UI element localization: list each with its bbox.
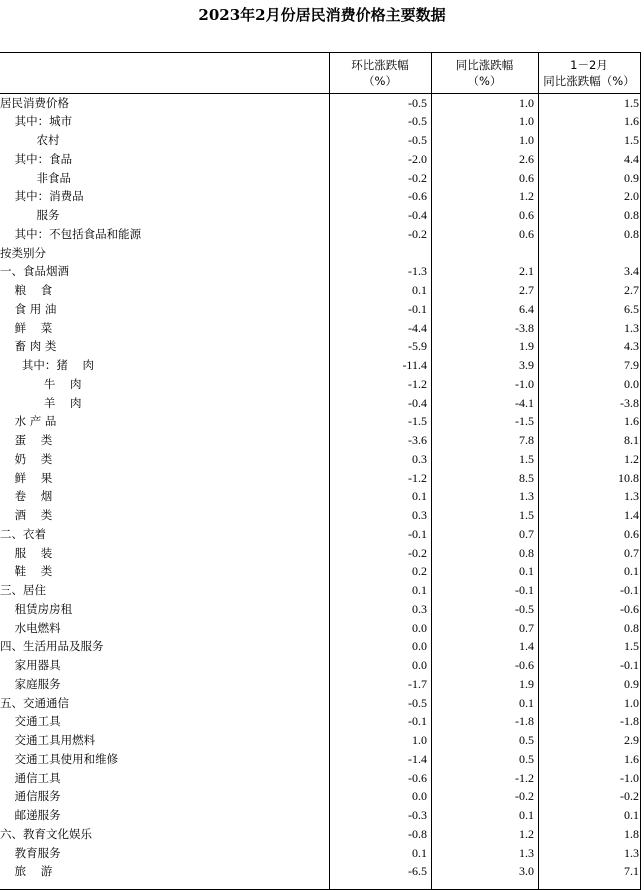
row-value-yoy: 1.5 (519, 451, 534, 466)
row-value-yoy: -3.8 (515, 320, 534, 335)
row-value-mom: 0.3 (412, 601, 427, 616)
row-value-yoy: 1.0 (519, 133, 534, 147)
row-value-yoy: 1.0 (519, 95, 534, 110)
row-value-yoy: 0.1 (519, 564, 534, 579)
row-value-mom: -0.5 (408, 695, 427, 710)
row-value-yoy: 1.3 (519, 489, 534, 504)
row-value-mom: 1.0 (412, 733, 427, 747)
row-value-mom: -0.5 (408, 114, 427, 129)
row-value-ytd: 1.6 (624, 114, 639, 129)
table-row (0, 637, 641, 656)
row-label: 服 装 (0, 545, 53, 560)
table-row (0, 300, 641, 319)
row-value-ytd: 0.7 (624, 545, 639, 560)
row-value-mom: 0.0 (412, 620, 427, 635)
row-value-mom: -0.5 (408, 133, 427, 147)
row-value-ytd: 0.9 (624, 170, 639, 185)
row-value-mom: -3.6 (408, 433, 427, 447)
row-value-yoy: -0.1 (515, 583, 534, 597)
row-value-yoy: 0.6 (519, 208, 534, 222)
row-value-yoy: 0.5 (519, 733, 534, 747)
table-row (0, 187, 641, 206)
row-value-ytd: 0.8 (624, 226, 639, 241)
row-value-yoy: 0.5 (519, 751, 534, 766)
table-row (0, 112, 641, 131)
row-value-mom: -1.2 (408, 376, 427, 391)
row-value-mom: 0.3 (412, 508, 427, 522)
row-value-yoy: 1.9 (519, 676, 534, 691)
table-row (0, 525, 641, 544)
row-value-ytd: 1.6 (624, 414, 639, 429)
row-value-ytd: 2.9 (624, 733, 639, 747)
row-value-yoy: 0.6 (519, 226, 534, 241)
table-row (0, 150, 641, 169)
row-value-mom: -0.3 (408, 808, 427, 822)
row-value-ytd: -0.2 (620, 789, 639, 804)
table-row (0, 319, 641, 338)
row-value-mom: -0.1 (408, 714, 427, 729)
row-label: 非食品 (0, 170, 72, 185)
row-value-ytd: 1.3 (624, 489, 639, 504)
header-yoy-line2: （%） (467, 74, 502, 88)
row-value-mom: -0.4 (408, 208, 427, 222)
row-value-ytd: 1.0 (624, 695, 639, 710)
row-value-ytd: 7.1 (624, 864, 639, 879)
page-title: 2023年2月份居民消费价格主要数据 (198, 6, 446, 24)
cpi-data-table (0, 52, 641, 890)
table-row (0, 806, 641, 825)
row-value-mom: -2.0 (408, 151, 427, 166)
row-label: 水 产 品 (0, 414, 57, 429)
row-value-yoy: -1.8 (515, 714, 534, 729)
table-row (0, 394, 641, 413)
row-value-ytd: 0.1 (624, 808, 639, 822)
table-row (0, 131, 641, 150)
row-label: 交通工具 (0, 714, 61, 729)
row-value-yoy: 0.7 (519, 620, 534, 635)
table-row (0, 356, 641, 375)
row-value-yoy: 1.3 (519, 845, 534, 860)
row-value-ytd: 0.8 (624, 208, 639, 222)
table-row (0, 469, 641, 488)
row-label: 交通工具用燃料 (0, 733, 96, 747)
row-label: 教育服务 (0, 845, 61, 860)
row-label: 鞋 类 (0, 564, 53, 579)
row-label: 六、教育文化娱乐 (0, 826, 92, 841)
table-row (0, 562, 641, 581)
row-value-mom: -0.2 (408, 170, 427, 185)
table-row (0, 450, 641, 469)
row-value-ytd: 1.8 (624, 826, 639, 841)
row-label: 家用器具 (0, 658, 61, 672)
row-label: 邮递服务 (0, 808, 61, 822)
row-value-ytd: -1.8 (620, 714, 639, 729)
row-value-yoy: 8.5 (519, 470, 534, 485)
row-value-ytd: -0.6 (620, 601, 639, 616)
row-value-mom: -6.5 (408, 864, 427, 879)
row-value-yoy: -1.5 (515, 414, 534, 429)
row-value-ytd: 1.5 (624, 95, 639, 110)
row-label: 服务 (0, 208, 60, 222)
row-label: 通信工具 (0, 770, 61, 785)
row-value-mom: -0.1 (408, 526, 427, 541)
row-label: 居民消费价格 (0, 95, 69, 110)
row-value-yoy: 1.4 (519, 639, 534, 654)
table-row (0, 206, 641, 225)
table-row (0, 787, 641, 806)
row-value-mom: -0.5 (408, 95, 427, 110)
table-row (0, 862, 641, 881)
header-ytd (538, 57, 640, 89)
header-ytd-line1: 1－2月 (570, 58, 608, 72)
row-value-mom: -0.6 (408, 770, 427, 785)
row-label: 其中：猪 肉 (0, 358, 95, 372)
row-value-mom: -0.2 (408, 226, 427, 241)
table-row (0, 581, 641, 600)
row-value-yoy: -1.2 (515, 770, 534, 785)
header-mom-line2: （%） (363, 74, 397, 88)
row-label: 奶 类 (0, 451, 53, 466)
row-value-ytd: 7.9 (624, 358, 639, 372)
row-label: 其中：食品 (0, 151, 73, 166)
row-value-mom: 0.3 (412, 451, 427, 466)
row-value-mom: -0.1 (408, 301, 427, 316)
row-label: 其中：城市 (0, 114, 73, 129)
row-label: 家庭服务 (0, 676, 61, 691)
row-value-mom: -1.7 (408, 676, 427, 691)
row-value-yoy: 0.6 (519, 170, 534, 185)
row-value-mom: -0.4 (408, 395, 427, 410)
row-label: 其中：不包括食品和能源 (0, 226, 142, 241)
row-value-ytd: 1.3 (624, 320, 639, 335)
row-value-mom: 0.1 (412, 583, 427, 597)
table-row (0, 825, 641, 844)
row-label: 通信服务 (0, 789, 61, 804)
header-ytd-line2: 同比涨跌幅（%） (543, 74, 635, 88)
row-value-ytd: 4.4 (624, 151, 639, 166)
row-label: 四、生活用品及服务 (0, 639, 104, 654)
table-row (0, 375, 641, 394)
table-row (0, 281, 641, 300)
row-value-mom: -1.2 (408, 470, 427, 485)
header-yoy-line1: 同比涨跌幅 (455, 58, 514, 72)
table-row (0, 262, 641, 281)
row-value-ytd: -0.1 (620, 583, 639, 597)
row-label: 农村 (0, 133, 60, 147)
row-value-yoy: -4.1 (515, 395, 534, 410)
row-value-yoy: 0.7 (519, 526, 534, 541)
row-value-ytd: 1.5 (624, 639, 639, 654)
row-value-mom: -11.4 (402, 358, 427, 372)
row-value-yoy: 1.5 (519, 508, 534, 522)
row-value-mom: -0.8 (408, 826, 427, 841)
row-label: 蛋 类 (0, 433, 53, 447)
row-value-ytd: 0.9 (624, 676, 639, 691)
row-label: 五、交通通信 (0, 695, 69, 710)
table-row (0, 769, 641, 788)
row-value-ytd: 2.0 (624, 189, 639, 204)
row-label: 卷 烟 (0, 489, 53, 504)
row-label: 租赁房房租 (0, 601, 73, 616)
row-value-yoy: -1.0 (515, 376, 534, 391)
table-row (0, 600, 641, 619)
row-value-ytd: -0.1 (620, 658, 639, 672)
row-value-yoy: 1.0 (519, 114, 534, 129)
row-value-ytd: 0.8 (624, 620, 639, 635)
row-label: 羊 肉 (0, 395, 82, 410)
row-label: 牛 肉 (0, 376, 82, 391)
table-row (0, 337, 641, 356)
row-label: 一、食品烟酒 (0, 264, 69, 279)
row-value-yoy: -0.6 (515, 658, 534, 672)
row-value-ytd: 8.1 (624, 433, 639, 447)
row-value-ytd: 6.5 (624, 301, 639, 316)
table-row (0, 844, 641, 863)
header-yoy (431, 57, 538, 89)
row-value-yoy: 3.0 (519, 864, 534, 879)
table-row (0, 169, 641, 188)
table-row (0, 225, 641, 244)
table-row (0, 731, 641, 750)
row-value-ytd: 4.3 (624, 339, 639, 354)
table-row (0, 412, 641, 431)
row-value-ytd: 1.6 (624, 751, 639, 766)
row-value-ytd: 1.3 (624, 845, 639, 860)
row-value-mom: 0.1 (412, 283, 427, 297)
table-row (0, 712, 641, 731)
row-label: 粮 食 (0, 283, 53, 297)
row-value-yoy: -0.5 (515, 601, 534, 616)
row-label: 旅 游 (0, 864, 53, 879)
row-label: 按类别分 (0, 245, 46, 260)
row-value-mom: 0.0 (412, 639, 427, 654)
table-row (0, 656, 641, 675)
row-value-yoy: 2.6 (519, 151, 534, 166)
row-value-ytd: 0.1 (624, 564, 639, 579)
row-value-yoy: 1.2 (519, 189, 534, 204)
row-value-ytd: 2.7 (624, 283, 639, 297)
row-value-mom: 0.1 (412, 845, 427, 860)
table-row (0, 506, 641, 525)
row-value-ytd: 0.0 (624, 376, 639, 391)
row-value-yoy: 0.1 (519, 808, 534, 822)
table-row (0, 487, 641, 506)
row-value-yoy: 1.9 (519, 339, 534, 354)
row-label: 酒 类 (0, 508, 53, 522)
row-value-mom: 0.2 (412, 564, 427, 579)
row-value-ytd: -3.8 (620, 395, 639, 410)
row-value-mom: -1.3 (408, 264, 427, 279)
row-value-mom: -4.4 (408, 320, 427, 335)
row-label: 鲜 果 (0, 470, 53, 485)
row-value-mom: 0.1 (412, 489, 427, 504)
row-value-ytd: 1.5 (624, 133, 639, 147)
header-mom (329, 57, 431, 89)
row-value-mom: -0.2 (408, 545, 427, 560)
row-value-yoy: 0.1 (519, 695, 534, 710)
row-label: 畜 肉 类 (0, 339, 57, 354)
row-value-yoy: 0.8 (519, 545, 534, 560)
row-value-yoy: 3.9 (519, 358, 534, 372)
row-label: 其中：消费品 (0, 189, 84, 204)
row-label: 食 用 油 (0, 301, 57, 316)
table-row (0, 244, 641, 263)
row-label: 二、衣着 (0, 526, 46, 541)
row-value-ytd: 1.4 (624, 508, 639, 522)
row-label: 三、居住 (0, 583, 46, 597)
row-value-ytd: 10.8 (618, 470, 639, 485)
table-row (0, 694, 641, 713)
row-value-yoy: -0.2 (515, 789, 534, 804)
row-value-mom: -0.6 (408, 189, 427, 204)
row-value-mom: -5.9 (408, 339, 427, 354)
table-row (0, 94, 641, 113)
row-value-mom: 0.0 (412, 789, 427, 804)
row-value-yoy: 1.2 (519, 826, 534, 841)
table-row (0, 675, 641, 694)
row-label: 鲜 菜 (0, 320, 53, 335)
header-mom-line1: 环比涨跌幅 (351, 58, 409, 72)
table-row (0, 431, 641, 450)
row-value-mom: -1.4 (408, 751, 427, 766)
row-value-yoy: 7.8 (519, 433, 534, 447)
table-row (0, 750, 641, 769)
table-row (0, 544, 641, 563)
row-value-yoy: 2.1 (519, 264, 534, 279)
row-label: 交通工具使用和维修 (0, 751, 119, 766)
row-value-mom: 0.0 (412, 658, 427, 672)
table-row (0, 619, 641, 638)
row-label: 水电燃料 (0, 620, 61, 635)
row-value-ytd: 1.2 (624, 451, 639, 466)
row-value-ytd: 0.6 (624, 526, 639, 541)
row-value-yoy: 2.7 (519, 283, 534, 297)
row-value-ytd: 3.4 (624, 264, 639, 279)
row-value-ytd: -1.0 (620, 770, 639, 785)
row-value-mom: -1.5 (408, 414, 427, 429)
row-value-yoy: 6.4 (519, 301, 534, 316)
